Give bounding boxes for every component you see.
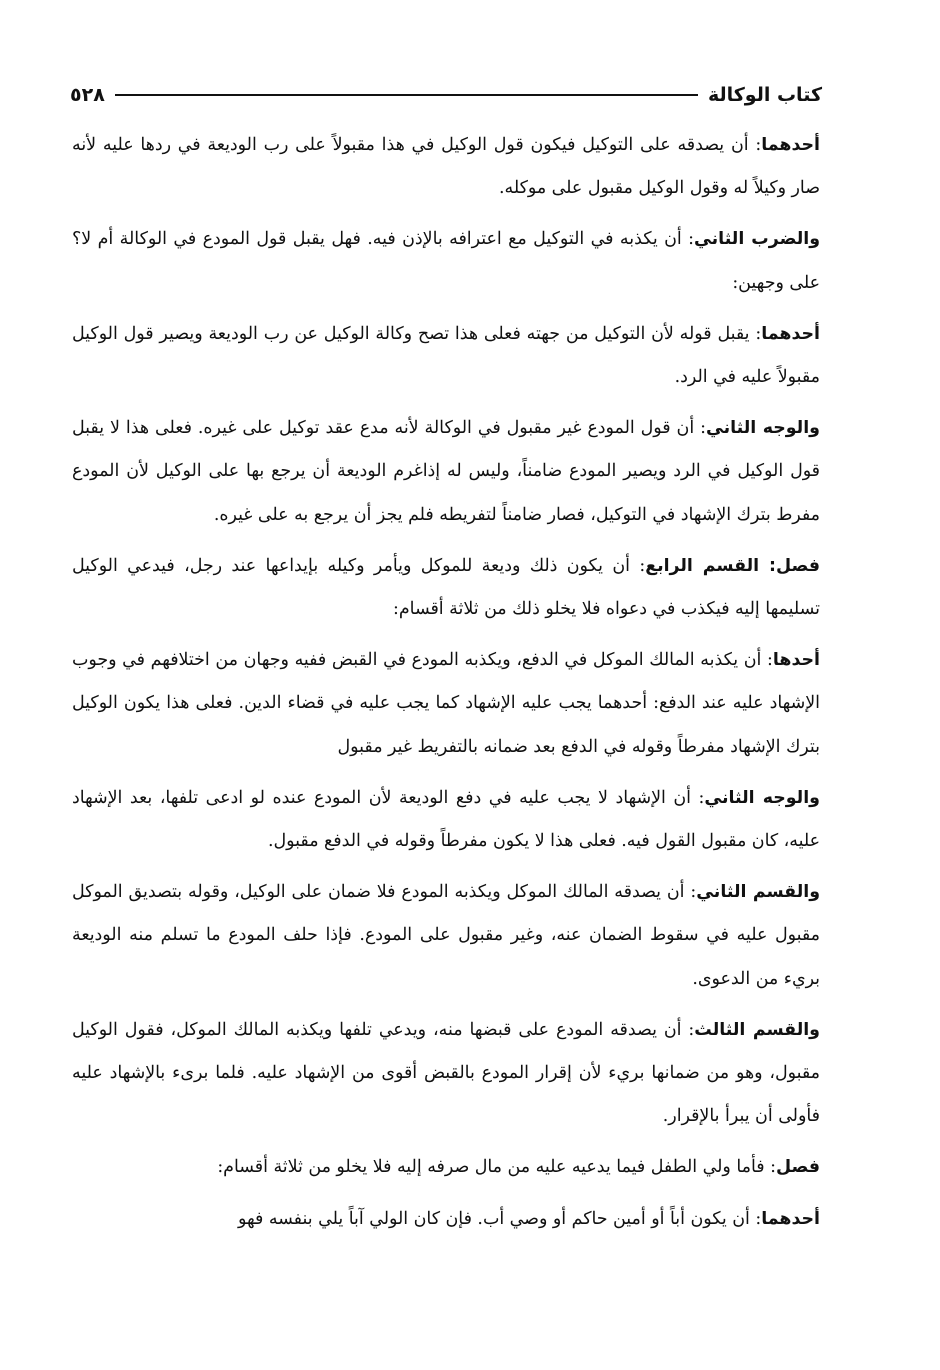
paragraph-lead: أحدهما — [761, 323, 820, 344]
paragraph-text: : أن الإشهاد لا يجب عليه في دفع الوديعة لأن المودع عنده لو ادعى تلفها، بعد الإشهاد عليه، كان مقبول القول فيه. فعلى هذا لا يكون مفرطاً وقوله في الدفع مقبول. — [72, 787, 820, 852]
body-text — [72, 124, 820, 1249]
paragraph-lead: فصل: القسم الرابع — [645, 555, 821, 576]
paragraph-lead: والقسم الثاني — [696, 882, 820, 903]
paragraph-lead: فصل — [775, 1157, 820, 1178]
paragraph-text: : أن يصدقه المودع على قبضها منه، ويدعي تلفها ويكذبه المالك الموكل، فقول الوكيل مقبول، وهو من ضمانها بريء لأن إقرار المودع بالقبض أقوى من الإشهاد عليه. فلما برىء بالإشهاد عليه فأولى أن يبرأ بالإقرار. — [72, 1019, 820, 1127]
header-rule — [115, 94, 698, 96]
paragraph-lead: أحدهما — [761, 1208, 820, 1229]
paragraph — [72, 218, 820, 304]
paragraph — [72, 545, 820, 631]
paragraph-text: : أن يكذبه في التوكيل مع اعترافه بالإذن فيه. فهل يقبل قول المودع في الوكالة أم لا؟ على وجهين: — [72, 229, 820, 293]
paragraph — [72, 871, 820, 1001]
page-number: ٥٢٨ — [70, 84, 105, 106]
paragraph-text: : أن يصدقه المالك الموكل ويكذبه المودع فلا ضمان على الوكيل، وقوله بتصديق الموكل مقبول عليه في سقوط الضمان عنه، وغير مقبول على المودع. فإذا حلف المودع ما تسلم منه الوديعة بريء من الدعوى. — [72, 882, 820, 989]
paragraph-lead: والوجه الثاني — [705, 418, 820, 439]
paragraph — [72, 1198, 820, 1241]
paragraph-text: : أن يصدقه على التوكيل فيكون قول الوكيل في هذا مقبولاً على رب الوديعة في ردها عليه لأنه صار وكيلاً له وقول الوكيل مقبول على موكله. — [72, 135, 820, 199]
paragraph-text: : أن يكذبه المالك الموكل في الدفع، ويكذبه المودع في القبض ففيه وجهان من اختلافهم في وجوب الإشهاد عليه عند الدفع: أحدهما يجب عليه الإشهاد كما يجب عليه في قضاء الدين. فعلى هذا يكون الوكيل بترك الإشهاد مفرطاً وقوله في الدفع بعد ضمانه بالتفريط غير مقبول — [72, 650, 820, 757]
paragraph — [72, 313, 820, 399]
paragraph — [72, 407, 820, 537]
paragraph-text: : أن قول المودع غير مقبول في الوكالة لأنه مدع عقد توكيل على غيره. فعلى هذا لا يقبل قول الوكيل في الرد ويصير المودع ضامناً، وليس له إذاغرم الوديعة أن يرجع بها على الوكيل لأن المودع مفرط بترك الإشهاد في التوكيل، فصار ضامناً لتفريطه فلم يجز أن يرجع به على غيره. — [72, 418, 820, 525]
paragraph-text: : أن يكون ذلك وديعة للموكل ويأمر وكيله بإيداعها عند رجل، فيدعي الوكيل تسليمها إليه فيكذب في دعواه فلا يخلو ذلك من ثلاثة أقسام: — [72, 555, 820, 620]
paragraph-lead: والقسم الثالث — [694, 1019, 820, 1040]
paragraph — [72, 1146, 820, 1189]
paragraph-lead: والضرب الثاني — [694, 229, 821, 250]
paragraph-text: : أن يكون أباً أو أمين حاكم أو وصي أب. فإن كان الولي آباً يلي بنفسه فهو — [237, 1208, 762, 1229]
paragraph-lead: والوجه الثاني — [704, 787, 820, 808]
paragraph-text: : فأما ولي الطفل فيما يدعيه عليه من مال صرفه إليه فلا يخلو من ثلاثة أقسام: — [217, 1157, 776, 1178]
paragraph — [72, 639, 820, 769]
paragraph — [72, 777, 820, 863]
running-title: كتاب الوكالة — [707, 84, 822, 106]
paragraph-lead: أحدهما — [761, 135, 820, 155]
paragraph — [72, 124, 820, 210]
paragraph-text: : يقبل قوله لأن التوكيل من جهته فعلى هذا تصح وكالة الوكيل عن رب الوديعة ويصير قول الوكيل مقبولاً عليه في الرد. — [72, 323, 820, 388]
page-header — [70, 78, 822, 112]
paragraph — [72, 1009, 820, 1139]
paragraph-lead: أحدها — [772, 650, 820, 671]
